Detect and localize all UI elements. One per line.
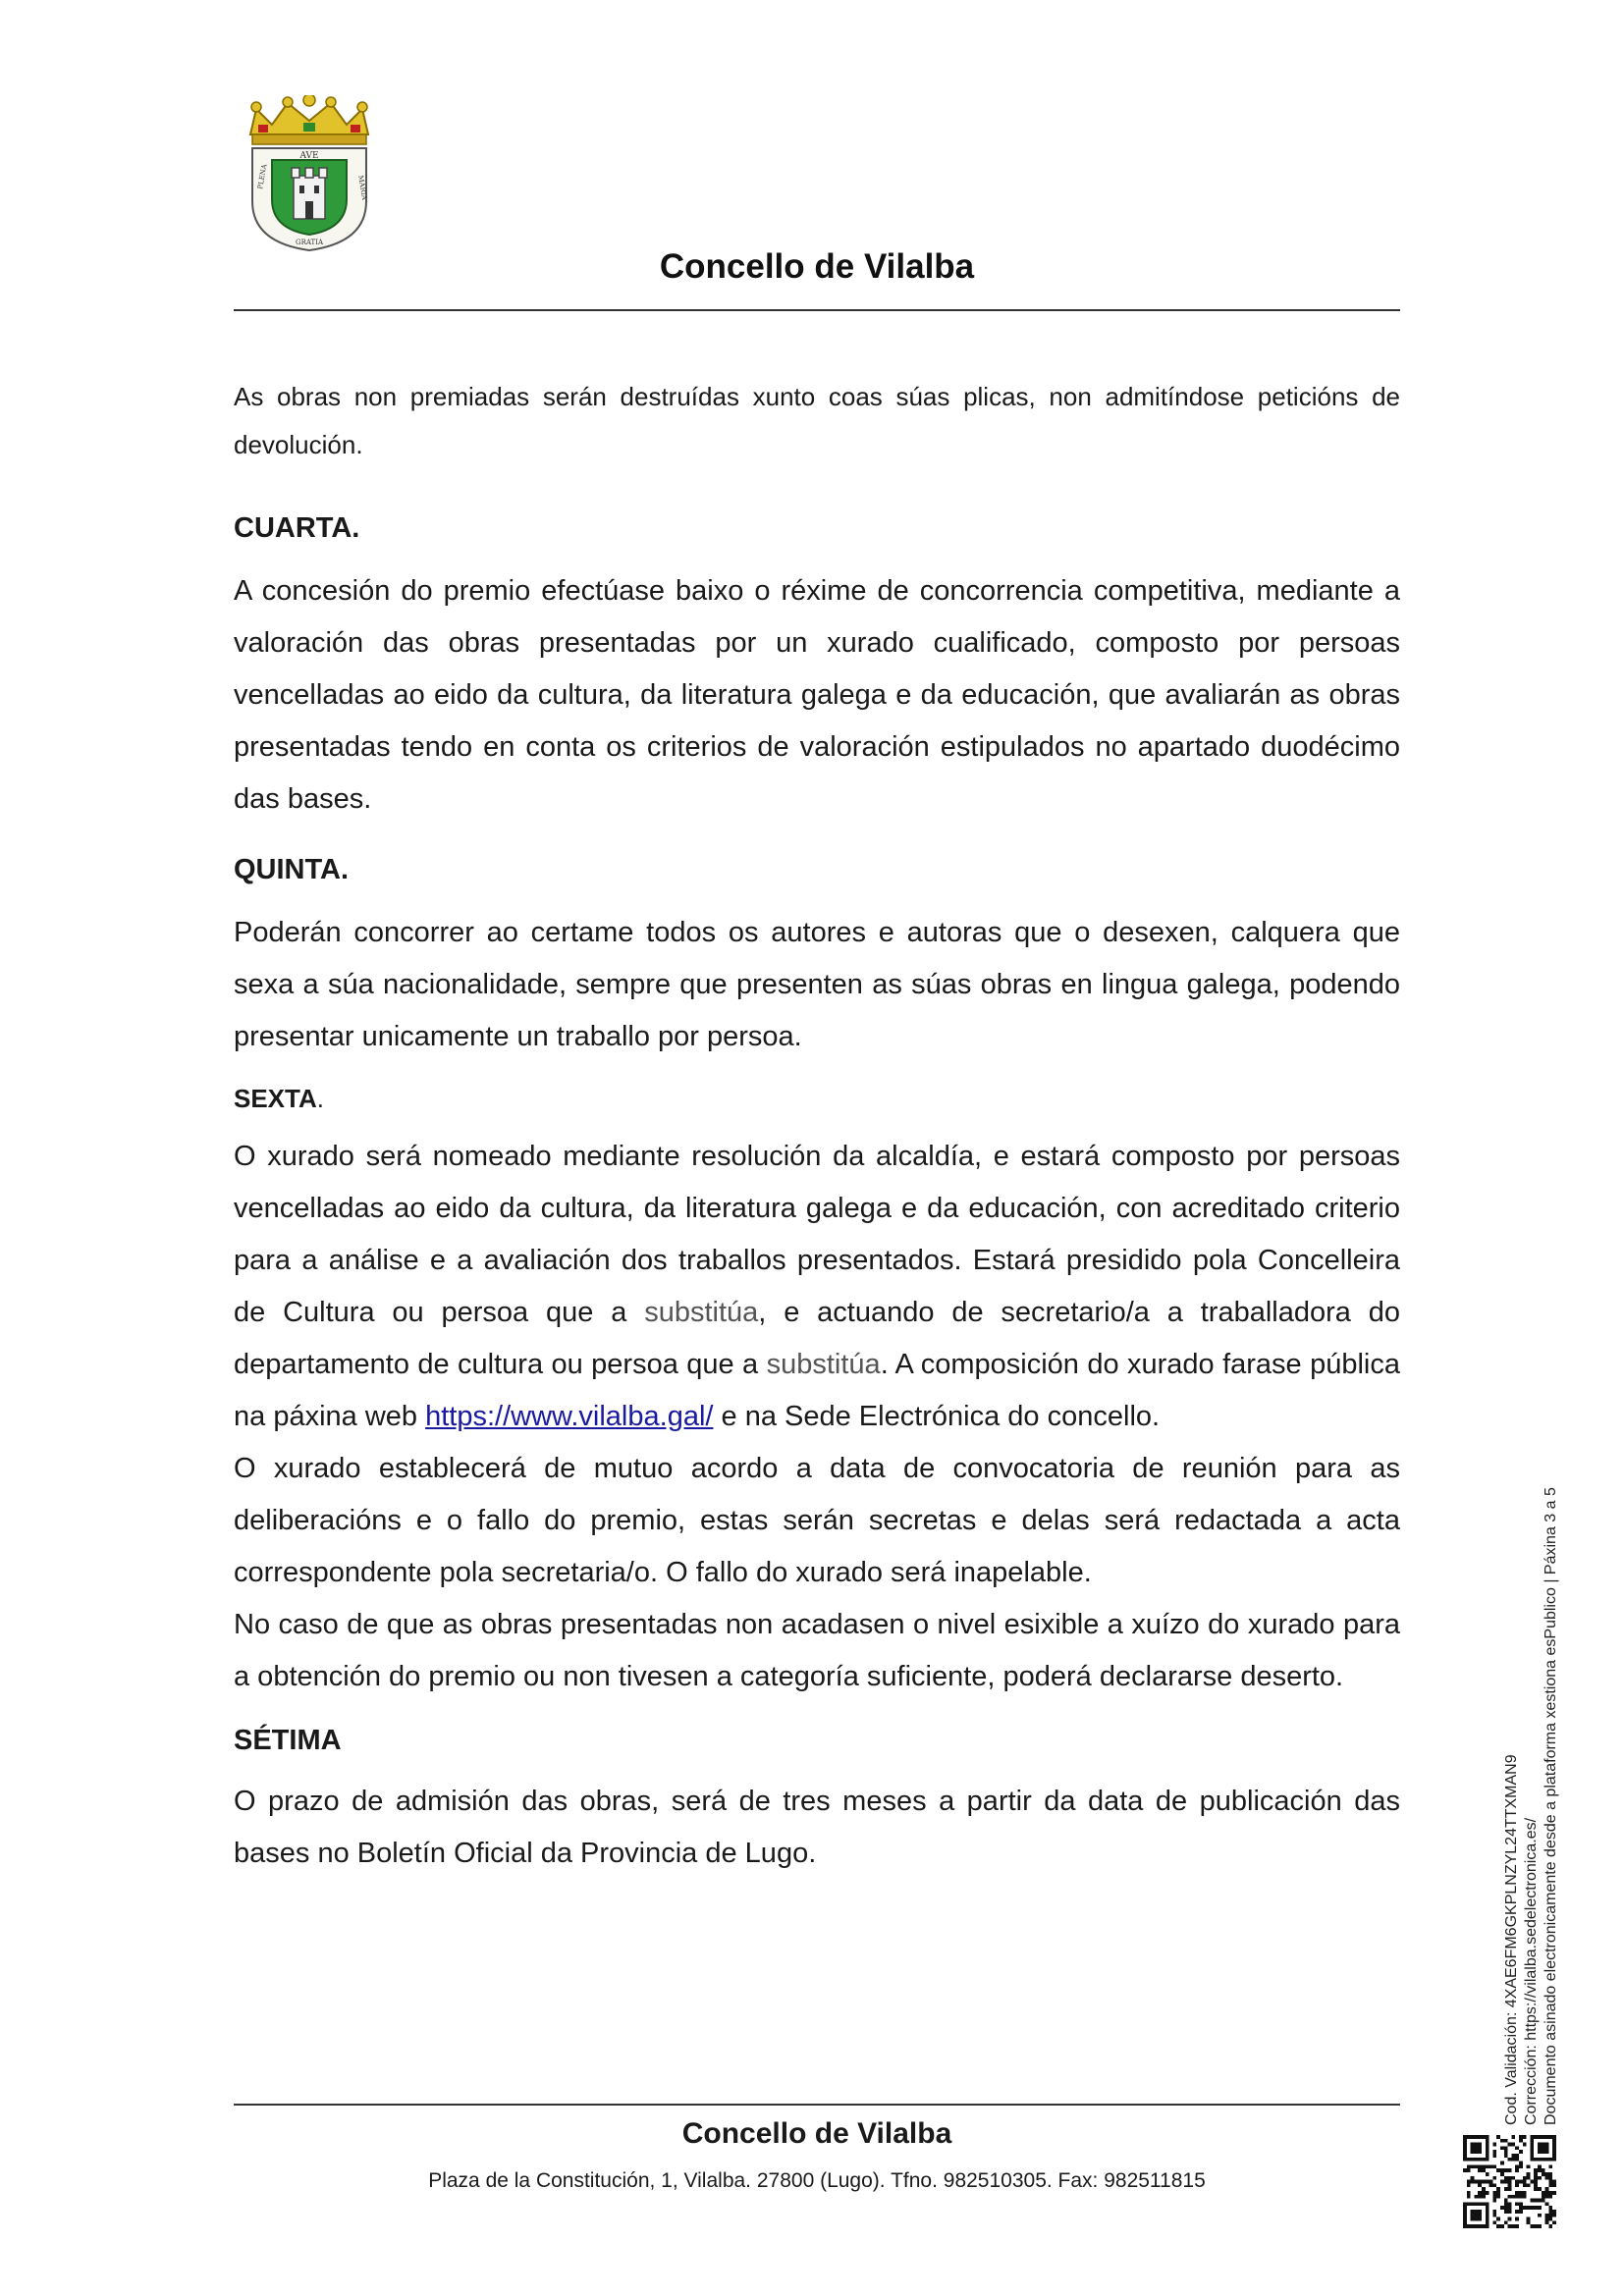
svg-text:PLENA: PLENA — [256, 163, 269, 190]
sexta-text-part: O xurado será nomeado mediante resolución da alcaldía, e estará composto por persoas vencelladas ao eido da cultura, da literatura galega e da educación, con acreditado criterio para a análise e a avaliación dos traballos presentados. Estará presidido pola Concelleira de Cultura ou persoa que a — [234, 1141, 1400, 1328]
section-text-cuarta: A concesión do premio efectúase baixo o réxime de concorrencia competitiva, mediante a valoración das obras presentadas por un xurado cualificado, composto por persoas vencelladas ao eido da cultura, da literatura galega e da educación, que avaliarán as obras presentadas tendo en conta os criterios de valoración estipulados no apartado duodécimo das bases. — [234, 575, 1400, 815]
document-body — [234, 373, 1400, 1880]
svg-text:GRATIA: GRATIA — [295, 239, 324, 246]
footer-address: Plaza de la Constitución, 1, Vilalba. 27800 (Lugo). Tfno. 982510305. Fax: 982511815 — [428, 2169, 1206, 2192]
section-text-sexta-1 — [234, 1131, 1400, 1443]
vilalba-website-link[interactable]: https://www.vilalba.gal/ — [425, 1401, 714, 1432]
section-heading-quinta: QUINTA. — [234, 854, 350, 885]
section-text-sexta-2: O xurado establecerá de mutuo acordo a data de convocatoria de reunión para as deliberacións e o fallo do premio, estas serán secretas e delas será redactada a acta correspondente pola secretaria/o. O fallo do xurado será inapelable. — [234, 1453, 1400, 1588]
footer-title: Concello de Vilalba — [681, 2117, 952, 2150]
svg-text:MARIA: MARIA — [356, 174, 369, 201]
section-text-sexta-3: No caso de que as obras presentadas non acadasen o nivel esixible a xuízo do xurado para a obtención do premio ou non tivesen a categoría suficiente, poderá declararse deserto. — [234, 1609, 1400, 1692]
sexta-text-part: . A composición do xurado farase pública na páxina web — [234, 1349, 1400, 1432]
header-divider — [234, 309, 1400, 311]
section-heading-setima: SÉTIMA — [234, 1725, 342, 1756]
validation-sidebar — [1502, 1438, 1561, 2125]
validation-code: Cod. Validación: 4XAE6FM6GKPLNZYL24TTXMAN9 — [1503, 1754, 1520, 2125]
footer-divider — [234, 2104, 1400, 2106]
section-heading-sexta — [234, 1079, 1400, 1118]
section-text-quinta: Poderán concorrer ao certame todos os autores e autoras que o desexen, calquera que sexa a súa nacionalidade, sempre que presenten as súas obras en lingua galega, podendo presentar unicamente un traballo por persoa. — [234, 917, 1400, 1052]
section-text-setima: O prazo de admisión das obras, será de tres meses a partir da data de publicación das bases no Boletín Oficial da Provincia de Lugo. — [234, 1786, 1400, 1869]
sexta-substitua-2: substitúa — [766, 1349, 881, 1380]
sexta-text-part: , e actuando de secretario/a a traballadora do departamento de cultura ou persoa que a — [234, 1297, 1400, 1380]
section-heading-cuarta: CUARTA. — [234, 512, 360, 544]
intro-paragraph: As obras non premiadas serán destruídas xunto coas súas plicas, non admitíndose peticións de devolución. — [234, 382, 1400, 459]
sexta-substitua-1: substitúa — [644, 1297, 759, 1328]
sexta-heading-label: SEXTA — [234, 1084, 317, 1113]
svg-text:AVE: AVE — [299, 151, 319, 161]
qr-code-icon — [1463, 2135, 1556, 2228]
sexta-heading-dot: . — [316, 1084, 324, 1113]
header-title: Concello de Vilalba — [659, 247, 975, 286]
vilalba-coat-of-arms-icon — [239, 95, 380, 252]
sexta-text-part: e na Sede Electrónica do concello. — [713, 1401, 1161, 1432]
signature-notice: Documento asinado electronicamente desde a plataforma xestiona esPublico | Páxina 3 a 5 — [1543, 1487, 1559, 2125]
validation-url: Corrección: https://vilalba.sedelectronica.es/ — [1523, 1817, 1540, 2125]
